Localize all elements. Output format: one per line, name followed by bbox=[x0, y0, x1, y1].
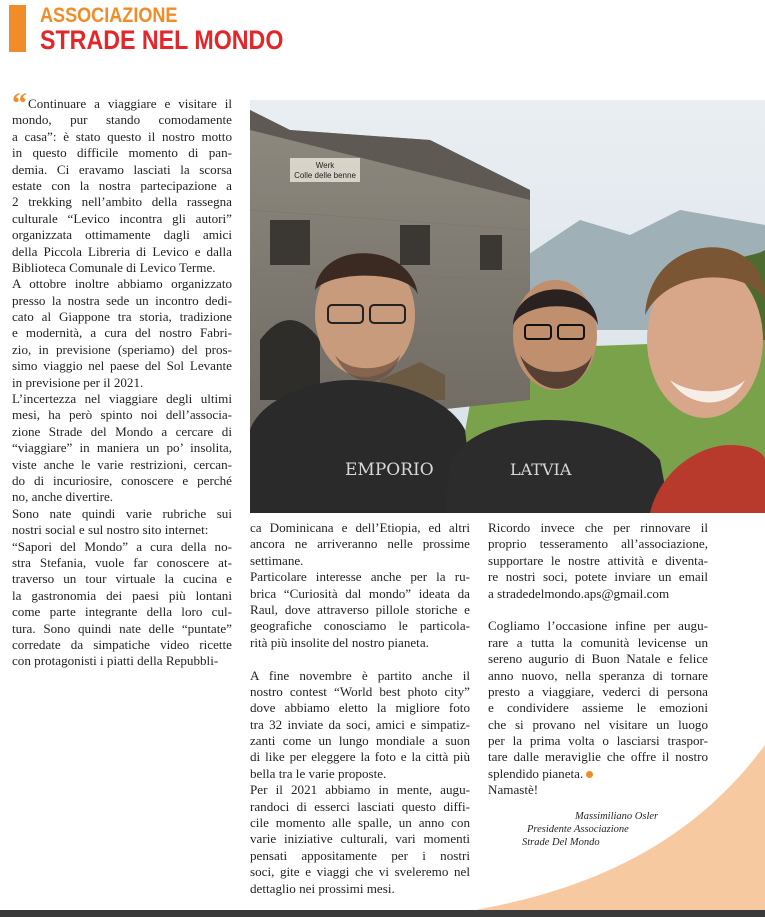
article-line: traverso un tour virtuale la cucina e bbox=[12, 571, 232, 587]
article-line: L’incertezza nel viaggiare degli ultimi bbox=[12, 391, 232, 407]
article-line: tura. Sono quindi nate delle “puntate” bbox=[12, 620, 232, 636]
article-line: dove abbiamo eletto la migliore foto bbox=[250, 700, 470, 716]
article-line: bella tra le varie proposte. bbox=[250, 765, 387, 781]
end-bullet-icon bbox=[586, 771, 593, 778]
signature-org: Strade Del Mondo bbox=[522, 837, 600, 848]
article-line: splendido pianeta. bbox=[488, 766, 708, 782]
article-line: settimane. bbox=[250, 552, 304, 568]
article-line: la gastronomia dei paesi più lontani bbox=[12, 587, 232, 603]
sign-line1: Werk bbox=[315, 161, 335, 170]
article-line: A fine novembre è partito anche il bbox=[250, 667, 470, 683]
article-line: cato al Giappone tra storia, tradizione bbox=[12, 309, 232, 325]
article-line: varie iniziative culturali, vari momenti bbox=[250, 831, 470, 847]
article-column-1 bbox=[12, 87, 232, 670]
article-line: estate con la nostra partecipazione a bbox=[12, 177, 232, 193]
article-line: pensati appositamente per i nostri bbox=[250, 847, 470, 863]
article-line: 2 trekking nell’ambito della rassegna bbox=[12, 194, 232, 210]
article-line: “Sapori del Mondo” a cura della no- bbox=[12, 538, 232, 554]
article-line: demia. Ci eravamo lasciati la scorsa bbox=[12, 161, 232, 177]
article-line bbox=[250, 651, 470, 667]
signature-name: Massimiliano Osler bbox=[575, 811, 659, 822]
quote-mark-icon: “ bbox=[12, 87, 27, 120]
article-line: supportare le nostre attività e diventa- bbox=[488, 552, 708, 568]
header-association: ASSOCIAZIONE bbox=[40, 4, 178, 27]
article-line: do di incuriosire, conoscere e perché bbox=[12, 472, 232, 488]
article-line: che si provano nel visitare un luogo bbox=[488, 716, 708, 732]
article-line: randoci di esserci lasciati questo diffi- bbox=[250, 798, 470, 814]
article-line: Namastè! bbox=[488, 782, 539, 798]
article-line: presto a viaggiare, vederci di persona bbox=[488, 683, 708, 699]
article-line: nostri social e sul nostro sito internet: bbox=[12, 522, 209, 538]
article-line: ancora ne arriveranno nelle prossime bbox=[250, 536, 470, 552]
article-line: culturale “Levico incontra gli autori” bbox=[12, 210, 232, 226]
article-line: “Continuare a viaggiare e visitare il bbox=[12, 87, 232, 120]
article-line: presso la nostra sede un incontro dedi- bbox=[12, 292, 232, 308]
article-line: geografiche conosciamo le particola- bbox=[250, 618, 470, 634]
article-line: brica “Curiosità dal mondo” ideata da bbox=[250, 585, 470, 601]
article-line: Ricordo invece che per rinnovare il bbox=[488, 520, 708, 535]
article-line: come parte integrante della loro cul- bbox=[12, 604, 232, 620]
article-line: cile momento alle spalle, un anno con bbox=[250, 815, 470, 831]
article-line: con protagonisti i piatti della Repubbli- bbox=[12, 653, 219, 669]
article-line: “viaggiare” in maniera un po’ insolita, bbox=[12, 440, 232, 456]
article-line: simo viaggio nel paese del Sol Levante bbox=[12, 358, 232, 374]
article-line: tare dalle meraviglie che offre il nostro bbox=[488, 749, 708, 765]
signature-role: Presidente Associazione bbox=[527, 824, 629, 835]
article-line: stra Stefania, vuole far conoscere at- bbox=[12, 554, 232, 570]
article-line bbox=[488, 602, 708, 618]
article-line: ca Dominicana e dell’Etiopia, ed altri bbox=[250, 520, 470, 535]
shirt-left-text: EMPORIO bbox=[345, 460, 434, 480]
article-line: re nostri soci, potete inviare un email bbox=[488, 569, 708, 585]
article-line: a casa”: è stato questo il nostro motto bbox=[12, 128, 232, 144]
article-line: a stradedelmondo.aps@gmail.com bbox=[488, 585, 670, 601]
article-line: sereno augurio di Buon Natale e felice bbox=[488, 651, 708, 667]
article-line: corredate da simpatiche video ricette bbox=[12, 636, 232, 652]
article-line: Raul, dove attraverso pillole storiche e bbox=[250, 601, 470, 617]
article-line: in previsione per il 2021. bbox=[12, 374, 144, 390]
article-line: rare a tutta la comunità levicense un bbox=[488, 634, 708, 650]
article-line: anno nuovo, nella speranza di tornare bbox=[488, 667, 708, 683]
article-line: in questo difficile momento di pan- bbox=[12, 145, 232, 161]
article-line: Particolare interesse anche per la ru- bbox=[250, 569, 470, 585]
header-title: STRADE NEL MONDO bbox=[40, 25, 284, 55]
article-line: zione Strade del Mondo a cercare di bbox=[12, 423, 232, 439]
article-line: zanti come un lungo mondiale a suon bbox=[250, 733, 470, 749]
article-line: Per il 2021 abbiamo in mente, augu- bbox=[250, 782, 470, 798]
article-line: tra 32 inviate da soci, amici e simpatiz- bbox=[250, 716, 470, 732]
article-line: rità più insolite del nostro pianeta. bbox=[250, 634, 429, 650]
article-line: per la prima volta o lasciarsi traspor- bbox=[488, 733, 708, 749]
article-line: soci, gite e viaggi che vi sveleremo nel bbox=[250, 864, 470, 880]
article-line: e condividere assieme le emozioni bbox=[488, 700, 708, 716]
article-line: proprio tesseramento all’associazione, bbox=[488, 536, 708, 552]
article-line: mesi, ha però spinto noi dell’associa- bbox=[12, 407, 232, 423]
article-line: viste anche le varie restrizioni, cercan- bbox=[12, 456, 232, 472]
shirt-middle-text: LATVIA bbox=[510, 460, 572, 479]
article-column-3 bbox=[488, 520, 708, 799]
article-line: dettaglio nei prossimi mesi. bbox=[250, 880, 395, 896]
article-line: e modernità, a cura del nostro Fabri- bbox=[12, 325, 232, 341]
article-line: Sono nate quindi varie rubriche sui bbox=[12, 505, 232, 521]
article-line: Biblioteca Comunale di Levico Terme. bbox=[12, 259, 216, 275]
article-line: zio, in previsione (speriamo) del pros- bbox=[12, 341, 232, 357]
article-line: della Piccola Libreria di Levico e dalla bbox=[12, 243, 232, 259]
article-line: Cogliamo l’occasione infine per augu- bbox=[488, 618, 708, 634]
article-line: no, anche divertire. bbox=[12, 489, 114, 505]
article-line: nostro contest “World best photo city” bbox=[250, 683, 470, 699]
article-line: di like per eleggere la foto e la città più bbox=[250, 749, 470, 765]
article-column-2 bbox=[250, 520, 470, 897]
group-photo bbox=[250, 100, 765, 513]
article-line: mondo, pur stando comodamente bbox=[12, 112, 232, 128]
sign-line2: Colle delle benne bbox=[294, 171, 356, 180]
article-line: A ottobre inoltre abbiamo organizzato bbox=[12, 276, 232, 292]
article-line: organizzata ottimamente dagli amici bbox=[12, 227, 232, 243]
header-accent-bar bbox=[9, 5, 26, 52]
